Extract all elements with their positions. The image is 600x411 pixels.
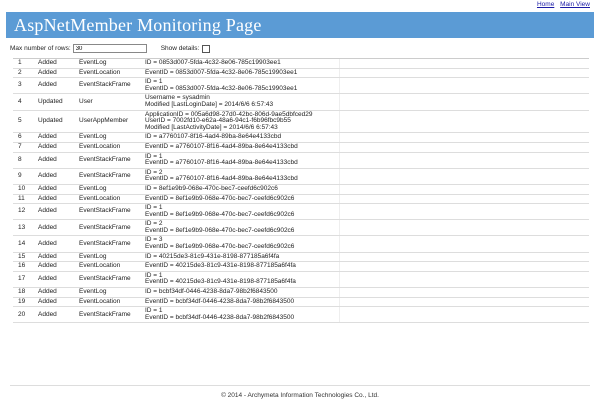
row-spacer [340,252,590,262]
table-row [13,133,589,143]
table-row [13,184,589,194]
row-info [143,184,340,194]
row-number: 14 [13,236,36,252]
row-info-line: Modified [LastActivityDate] = 2014/6/6 6:57:43 [145,123,278,131]
row-info [143,78,340,94]
events-table-wrap [13,58,589,323]
row-action: Added [36,297,77,307]
row-entity: EventLocation [77,194,143,204]
row-info-line: Modified [LastLoginDate] = 2014/6/6 6:57:43 [145,100,274,108]
row-spacer [340,133,590,143]
row-info [143,194,340,204]
table-row [13,152,589,168]
row-action: Added [36,78,77,94]
row-info [143,133,340,143]
row-info [143,94,340,110]
table-row [13,68,589,78]
row-action: Added [36,252,77,262]
page-title: AspNetMember Monitoring Page [14,15,262,35]
controls-bar [10,44,210,53]
row-spacer [340,220,590,236]
row-entity: EventStackFrame [77,78,143,94]
row-number: 11 [13,194,36,204]
row-number: 1 [13,59,36,68]
home-link[interactable]: Home [536,1,555,8]
row-info-line: EventID = 8ef1e9b9-068e-470c-bec7-ceefd6c902c6 [145,210,295,218]
row-info-line: ID = 3 [145,236,163,244]
events-table [13,59,589,323]
row-info-line: ID = 8ef1e9b9-068e-470c-bec7-ceefd6c902c6 [145,184,278,192]
row-entity: EventLocation [77,297,143,307]
footer-divider [10,385,590,386]
row-action: Added [36,59,77,68]
row-info-line: ID = 2 [145,168,163,176]
row-number: 5 [13,110,36,133]
row-info-line: EventID = bcbf34df-0446-4238-8da7-98b2f6843500 [145,297,295,305]
row-spacer [340,59,590,68]
table-row [13,78,589,94]
row-number: 2 [13,68,36,78]
row-info-line: ID = bcbf34df-0446-4238-8da7-98b2f6843500 [145,288,278,296]
row-spacer [340,288,590,298]
row-info [143,236,340,252]
row-info [143,252,340,262]
max-rows-input[interactable] [73,44,147,53]
row-action: Added [36,220,77,236]
row-spacer [340,271,590,287]
row-action: Added [36,194,77,204]
row-info [143,271,340,287]
row-number: 6 [13,133,36,143]
show-details-label: Show details: [160,45,200,52]
row-info [143,307,340,323]
row-entity: EventStackFrame [77,271,143,287]
row-info-line: ID = 40215de3-81c9-431e-8198-877185a6f4fa [145,252,280,260]
row-spacer [340,262,590,272]
row-action: Added [36,142,77,152]
row-number: 8 [13,152,36,168]
row-info-line: EventID = 40215de3-81c9-431e-8198-877185a6f4fa [145,278,296,286]
row-entity: EventStackFrame [77,168,143,184]
row-info-line: ID = 1 [145,78,163,86]
table-row [13,194,589,204]
row-info-line: ID = 0853d007-5fda-4c32-8e06-785c19903ee1 [145,59,281,66]
row-info-line: EventID = 8ef1e9b9-068e-470c-bec7-ceefd6c902c6 [145,226,295,234]
row-info-line: ApplicationID = 005a6d98-27d0-42bc-806d-9ae5dbfced29 [145,110,313,118]
row-entity: UserAppMember [77,110,143,133]
table-row [13,220,589,236]
row-info-line: EventID = a7760107-8f16-4ad4-89ba-8e64e4133cbd [145,142,298,150]
row-action: Updated [36,94,77,110]
row-action: Added [36,133,77,143]
row-number: 10 [13,184,36,194]
table-row [13,297,589,307]
row-spacer [340,142,590,152]
row-number: 17 [13,271,36,287]
row-info-line: UserID = 7002fd10-e62a-48a6-94c1-f6b96fbc9b55 [145,117,291,125]
row-info [143,220,340,236]
row-entity: User [77,94,143,110]
row-info-line: EventID = a7760107-8f16-4ad4-89ba-8e64e4133cbd [145,175,298,183]
row-entity: EventLocation [77,142,143,152]
row-entity: EventStackFrame [77,220,143,236]
row-number: 15 [13,252,36,262]
table-row [13,271,589,287]
table-row [13,94,589,110]
page-banner [6,12,594,38]
row-number: 4 [13,94,36,110]
row-info-line: EventID = 8ef1e9b9-068e-470c-bec7-ceefd6c902c6 [145,243,295,251]
row-info-line: EventID = 0853d007-5fda-4c32-8e06-785c19903ee1 [145,84,298,92]
row-action: Added [36,236,77,252]
row-action: Added [36,262,77,272]
table-row [13,142,589,152]
row-info-line: Username = sysadmin [145,94,210,102]
row-entity: EventStackFrame [77,204,143,220]
row-info-line: ID = 2 [145,220,163,228]
row-spacer [340,110,590,133]
row-info-line: EventID = 0853d007-5fda-4c32-8e06-785c19903ee1 [145,68,298,76]
row-info [143,68,340,78]
row-spacer [340,307,590,323]
row-action: Added [36,152,77,168]
row-spacer [340,152,590,168]
footer-copyright: © 2014 - Archymeta Information Technologies Co., Ltd. [221,392,379,399]
row-info [143,152,340,168]
row-number: 9 [13,168,36,184]
table-row [13,110,589,133]
row-action: Added [36,307,77,323]
row-action: Added [36,271,77,287]
table-row [13,288,589,298]
row-info [143,288,340,298]
row-entity: EventStackFrame [77,307,143,323]
row-spacer [340,236,590,252]
row-number: 3 [13,78,36,94]
row-spacer [340,194,590,204]
main-view-link[interactable]: Main View [560,1,590,8]
row-action: Added [36,184,77,194]
row-action: Added [36,168,77,184]
row-info-line: ID = 1 [145,152,163,160]
row-entity: EventLog [77,288,143,298]
table-row [13,252,589,262]
row-spacer [340,68,590,78]
table-row [13,59,589,68]
row-number: 7 [13,142,36,152]
row-action: Updated [36,110,77,133]
row-spacer [340,204,590,220]
row-number: 16 [13,262,36,272]
row-info-line: EventID = a7760107-8f16-4ad4-89ba-8e64e4133cbd [145,159,298,167]
row-entity: EventLog [77,59,143,68]
row-info-line: ID = 1 [145,307,163,315]
row-action: Added [36,204,77,220]
row-info [143,168,340,184]
row-action: Added [36,288,77,298]
row-spacer [340,184,590,194]
max-rows-label: Max number of rows: [10,45,71,52]
row-number: 20 [13,307,36,323]
row-info [143,110,340,133]
table-row [13,236,589,252]
show-details-checkbox[interactable] [202,45,210,53]
row-info [143,59,340,68]
row-entity: EventLocation [77,68,143,78]
row-info [143,262,340,272]
row-info [143,297,340,307]
row-spacer [340,297,590,307]
row-entity: EventLog [77,252,143,262]
table-row [13,204,589,220]
row-entity: EventLocation [77,262,143,272]
row-spacer [340,78,590,94]
row-spacer [340,168,590,184]
row-info-line: ID = a7760107-8f16-4ad4-89ba-8e64e4133cbd [145,133,282,141]
row-number: 13 [13,220,36,236]
row-info-line: ID = 1 [145,271,163,279]
row-info [143,204,340,220]
row-info-line: EventID = 40215de3-81c9-431e-8198-877185a6f4fa [145,262,296,270]
row-info [143,142,340,152]
row-number: 12 [13,204,36,220]
table-row [13,307,589,323]
row-number: 18 [13,288,36,298]
table-row [13,168,589,184]
row-info-line: EventID = 8ef1e9b9-068e-470c-bec7-ceefd6c902c6 [145,194,295,202]
row-entity: EventStackFrame [77,152,143,168]
table-row [13,262,589,272]
row-number: 19 [13,297,36,307]
row-entity: EventLog [77,133,143,143]
top-links [533,1,590,8]
row-info-line: EventID = bcbf34df-0446-4238-8da7-98b2f6843500 [145,313,295,321]
row-entity: EventLog [77,184,143,194]
row-entity: EventStackFrame [77,236,143,252]
row-spacer [340,94,590,110]
row-info-line: ID = 1 [145,204,163,212]
row-action: Added [36,68,77,78]
